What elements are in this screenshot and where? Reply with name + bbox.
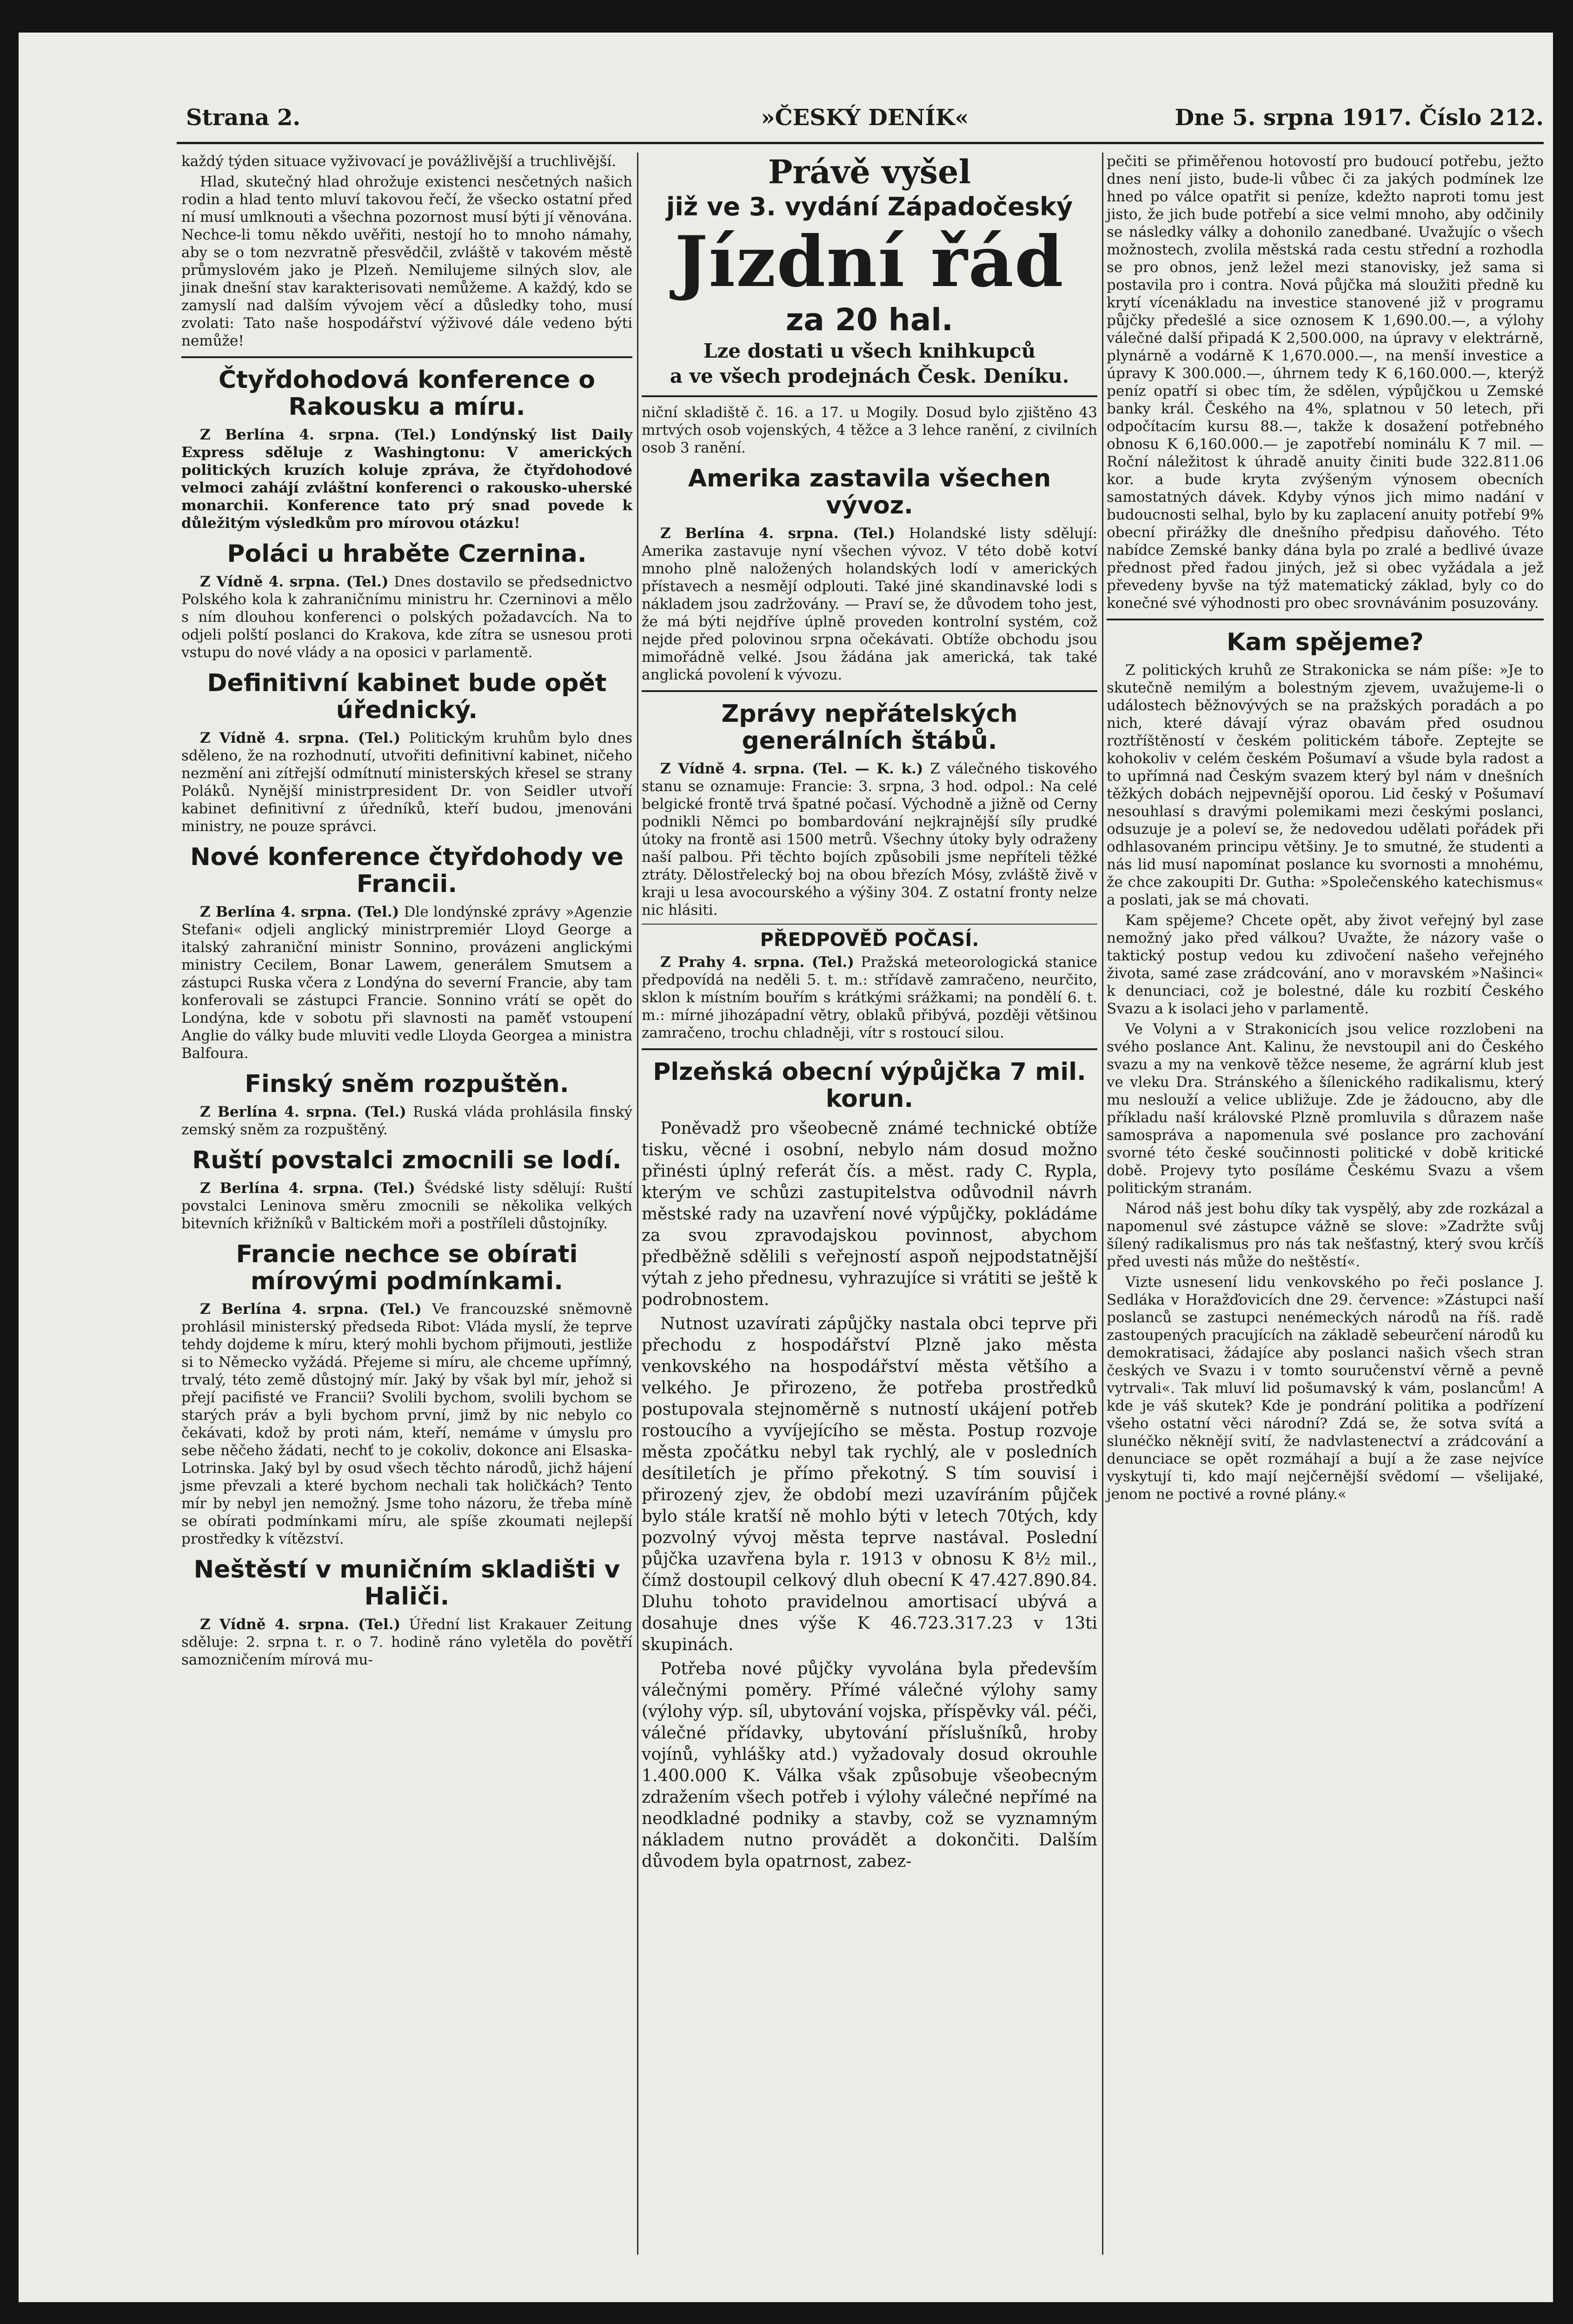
article-text: Vizte usnesení lidu venkovského po řeči poslance J. Sedláka v Horažďovicích dne 29. července: »Zástupci naší poslanců se zastupci nenémeckých národů na říš. radě zastoupených pracujících na základě sebeurčení národů ku demokratisaci, žádajíce aby poslanci našich všech stran českých ve Svazu i v tomto souručenství věrně a pevně vytrvali«. Tak mluví lid pošumavský k vám, poslancům! A kde je váš skutek? Kde je pondrání politika a podřízení všeho ostatní věci národní? Zdá se, že sotva svítá a slunéčko něknějí svití, že nadvlastenectví a zrádcování a denunciace se opět rozmáhají a bují a že zase nejvíce vyskytují ti, kdo mají nejčernější svědomí — všelijaké, jenom ne poctivé a rovné plány.« [1107, 1274, 1544, 1503]
article-text: Dle londýnské zprávy »Agenzie Stefani« odjeli anglický ministrpremiér Lloyd George a italský zahraniční ministr Sonnino, provázeni anglickými ministry Cecilem, Bonar Lawem, generálem Smutsem a zástupci Ruska včera z Londýna do severní Francie, aby tam konferovali se zástupci Francie. Sonnino vrátí se opět do Londýna, kde v sobotu při slavnosti na paměť vstoupení Anglie do války bude mluviti vedle Lloyda Georgea a ministra Balfoura. [181, 904, 632, 1062]
dateline: Z Vídně 4. srpna. (Tel.) [200, 1616, 401, 1633]
dateline: Z Vídně 4. srpna. (Tel.) [200, 573, 389, 590]
column-rule-1 [637, 153, 638, 2255]
dateline: Z Berlína 4. srpna. (Tel.) [200, 1180, 415, 1197]
article-text: Ve Volyni a v Strakonicích jsou velice rozzlobeni na svého poslance Ant. Kalinu, že nevstoupil ani do Českého svazu a my na venkově těžce neseme, že agrární klub jest ve vleku Dra. Stránského a šílenického radikalismu, který mu neslouží a velice ubližuje. Zde je žádoucno, aby dle příkladu naší královské Plzně promluvila s důrazem naše samospráva a napomenula své poslance pro zachování svorné této české součinnosti politické v době kritické době. Projevy tyto posíláme Českému Svazu a všem politickým stranám. [1107, 1021, 1544, 1197]
divider [642, 1048, 1097, 1050]
dateline: Z Berlína 4. srpna. (Tel.) [660, 525, 896, 542]
article-text: Švédské listy sdělují: Ruští povstalci Leninova směru zmocnili se několika velkých bitevních křižníků v Baltickém moři a postříleli důstojníky. [181, 1180, 632, 1232]
headline-zpravy-stabu: Zprávy nepřátelských generálních štábů. [721, 700, 1018, 755]
header-rule [177, 142, 1544, 144]
article-text: Z válečného tiskového stanu se oznamuje: Francie: 3. srpna, 3 hod. odpol.: Na celé belgické frontě trvá špatné počasí. Východně a jižně od Cerny podnikli Němci po bombardování nejkrajnější síly prudké útoky na frontě asi 1500 metrů. Všechny útoky byly odraženy naší palbou. Při těchto bojích způsobili jsme nepříteli těžké ztráty. Dělostřelecký boj na obou březích Mósy, zvláště živě v kraji u lesa avocourského a výšiny 304. Z ostatní fronty nelze nic hlásiti. [642, 760, 1097, 919]
headline-konference-francie: Nové konference čtyřdohody ve Francii. [190, 843, 624, 898]
headline-kam-spejeme: Kam spějeme? [1227, 628, 1424, 656]
intro-paragraph-1: každý týden situace vyživovací je povážlivější a truchlivější. [181, 153, 617, 170]
continued-text: niční skladiště č. 16. a 17. u Mogily. Dosud bylo zjištěno 43 mrtvých osob vojenských, 4 těžce a 3 lehce ranění, z civilních osob 3 ranění. [642, 404, 1097, 456]
article-text: Ve francouzské sněmovně prohlásil ministerský předseda Ribot: Vláda myslí, že teprve tehdy dojdeme k míru, který mohli bychom přijmouti, jestliže si to Německo vyžádá. Přejeme si míru, ale chceme upřímný, trvalý, této země důstojný mír. Jaký by však byl mír, jehož si přejí pacifisté ve Francii? Svolili bychom, svolili bychom se starých práv a byli bychom první, jimž by nic nebylo co čekávati, kdož by proti nám, kteří, nemáme v úmyslu pro sebe něčeho žádati, nechť to je cokoliv, dokonce ani Elsaska-Lotrinska. Jaký byl by osud všech těchto národů, jichž hájení jsme převzali a které bychom nechali tak holičkách? Tento mír by nebyl jen nemožný. Jsme toho názoru, že třeba míně se obírati podmínkami míru, ale spíše zkoumati nejlepší prostředky k vítězství. [181, 1301, 632, 1547]
headline-kabinet: Definitivní kabinet bude opět úřednický. [207, 669, 607, 724]
headline-francie-mir: Francie nechce se obírati mírovými podmínkami. [236, 1240, 578, 1295]
article-text: Poněvadž pro všeobecně známé technické obtíže tisku, věcné i osobní, nebylo nám dosud možno přinésti úplný referát čís. a měst. rady C. Rypla, kterým ve schůzi zastupitelstva odůvodnil návrh městské rady na uzavření nové výpůjčky, pokládáme za svou zpravodajskou povinnost, abychom předběžně sdělili s veřejností aspoň nejpodstatnější výtah z jeho přednesu, vyhrazujíce si vrátiti se ještě k podrobnostem. [642, 1119, 1097, 1309]
headline-pocasi: PŘEDPOVĚĎ POČASÍ. [760, 929, 979, 951]
column-3 [1107, 153, 1544, 1506]
headline-plzenska-vypujcka: Plzeňská obecní výpůjčka 7 mil. korun. [653, 1058, 1086, 1113]
headline-finsky-snem: Finský sněm rozpuštěn. [245, 1070, 569, 1098]
article-text: Ruská vláda prohlásila finský zemský sněm za rozpuštěný. [181, 1104, 632, 1138]
intro-paragraph-2: Hlad, skutečný hlad ohrožuje existenci nesčetných našich rodin a hlad tento mluví takovou řečí, že všecko ostatní před ní musí umlknouti a všechna pozornost musí býti jí věnována. Nechce-li tomu někdo uvěřiti, nestojí ho to mnoho námahy, aby se o tom nezvratně přesvědčil, zvláště v takovém městě průmyslovém jako je Plzeň. Nemilujeme silných slov, ale jinak dnešní stav karakterisovati nemůžeme. A každý, kdo se zamyslí nad dalším vývojem věcí a důsledky toho, musí zvolati: Tato naše hospodářství výživové dále vedeno býti nemůže! [181, 173, 632, 349]
advertisement-jizdni-rad [642, 153, 1097, 389]
continued-text: pečiti se přiměřenou hotovostí pro budoucí potřebu, ježto dnes není jisto, bude-li vůbec či za jakých podmínek lze hned po válce opatřit si peníze, kdežto naproti tomu jest jisto, že jich bude potřebí a sice velmi mnoho, aby odčinily se následky války a dohonilo zanedbané. Uvažujíc o všech možnostech, zvolila městská rada cestu střední a rozhodla se pro obnos, jenž ležel mezi stanovisky, jež sama si postavila pro i contra. Nová půjčka má sloužiti předně ku krytí vícenákladu na investice stanovené již v programu půjčky předešlé a sice oznosem K 1,690.00.—, a výlohy válečné další připadá K 2,500.000, na úpravy v elektrárně, plynárně a vodárně K 1,670.000.—, na menší investice a úpravy K 300.000.—, úhrnem tedy K 6,160.000.—, kterýž peníz opatří si obec tím, že sdělen, výpůjčkou u Zemské banky král. Českého na 4%, splatnou v 50 letech, při odpočítacím kursu 88.—, takže k dosažení potřebného obnosu K 6,160.000.— je zapotřebí nominálu K 7 mil. — Roční náležitost k úhradě anuity činiti bude 322.811.06 kor. a bude kryta zvýšeným výnosem obecních samostatných dávek. Kdyby výnos jich mimo nadání v budoucnosti selhal, bylo by ku zaplacení anuity potřebí 9% obecní přirážky dle dnešního předpisu daňového. Této nabídce Zemské banky dána byla po zralé a bedlivé úvaze přednost před řadou jiných, jež si obec vyžádala a jež převedeny byvše na týž matematický základ, byly co do konečné své výhodnosti pro obec srovnávánim posuzovány. [1107, 153, 1544, 612]
article-text: Z politických kruhů ze Strakonicka se nám píše: »Je to skutečně nemilým a bolestným zjevem, uvažujeme-li o událostech běžnovývých se na pražských poradách a po nich, které dávají výraz obavám před osudnou roztříštěností v českém politickém táboře. Zeptejte se kohokoliv v celém českém Pošumaví a všude byla radost a to upřímná nad Českým svazem který byl nám v dnešních těžkých dobách nejpevnější oporou. Lid český v Pošumaví nesouhlasí s dravými polemikami mezi českými poslanci, odsuzuje je a poleví se, že nedovedou udělati pořádek při odhlasovaném principu většiny. Je to smutné, že studenti a nás lid musí napomínat poslance ku svornosti a mnohému, že chce zakoupiti Dr. Gutha: »Společenského katechismus« a poslati, jak se má chovati. [1107, 662, 1544, 908]
headline-amerika: Amerika zastavila všechen vývoz. [688, 465, 1051, 519]
headline-nestesti: Neštěstí v muničním skladišti v Haliči. [193, 1556, 620, 1611]
dateline: Z Berlína 4. srpna. (Tel.) [200, 904, 399, 920]
divider [642, 395, 1097, 397]
ad-price: za 20 hal. [786, 302, 953, 338]
divider [1107, 619, 1544, 620]
column-rule-2 [1102, 153, 1103, 2255]
dateline: Z Berlína 4. srpna. (Tel.) [200, 426, 437, 443]
article-text: Holandské listy sdělují: Amerika zastavuje nyní všechen vývoz. V této době kotví mnoho plně naložených holandských lodí v amerických přístavech a nesmějí odplouti. Také jiné skandinavské lodi s nákladem jsou zadržovány. — Praví se, že důvodem toho jest, že má býti nejdříve úplně proveden kontrolní systém, což nejde před polovinou srpna očekávati. Obtíže obchodu jsou mimořádně velké. Jsou žádána jak americká, tak také anglická povolení k vývozu. [642, 525, 1097, 683]
column-1 [181, 153, 632, 1671]
article-text: Národ náš jest bohu díky tak vyspělý, aby zde rozkázal a napomenul své zástupce vážně se slove: »Zadržte svůj šílený radikalismus pro nás tak nešťastný, který svou krčíš před uvesti nás může do neštěstí«. [1107, 1200, 1544, 1270]
headline-rusti-povstalci: Ruští povstalci zmocnili se lodí. [192, 1146, 622, 1174]
ad-line-6: a ve všech prodejnách Česk. Deníku. [670, 365, 1069, 387]
divider [642, 690, 1097, 692]
dateline: Z Berlína 4. srpna. (Tel.) [200, 1104, 406, 1120]
headline-ctyrdohodova: Čtyřdohodová konference o Rakousku a míru. [219, 366, 595, 421]
article-text: Úřední list Krakauer Zeitung sděluje: 2. srpna t. r. o 7. hodině ráno vyletěla do povětří samozničením mírová mu- [181, 1616, 632, 1668]
page-header [186, 105, 1544, 142]
ad-line-1: Právě vyšel [768, 153, 971, 191]
dateline: Z Vídně 4. srpna. (Tel. — K. k.) [660, 760, 923, 777]
article-text: Kam spějeme? Chcete opět, aby život veřejný byl zase nemožný jako před válkou? Uvažte, že názory vaše o taktický postup vedou ku zdivočení našeho veřejného života, samé zase zrádcování, ano v moravském »Našinci« k denunciaci, což je bolestné, dále ku rozbití Českého Svazu a k isolaci jeho v parlamentě. [1107, 912, 1544, 1017]
issue-date: Dne 5. srpna 1917. Číslo 212. [1175, 105, 1544, 131]
dateline: Z Vídně 4. srpna. (Tel.) [200, 730, 401, 746]
dateline: Z Berlína 4. srpna. (Tel.) [200, 1301, 422, 1318]
article-text: Dnes dostavilo se předsednictvo Polského kola k zahraničnímu ministru hr. Czerninovi a mělo s ním dlouhou konferenci o polských požadavcích. Na to odjeli polští poslanci do Krakova, kde zítra se usnesou proti vstupu do nové vlády a na oposici v parlamentě. [181, 573, 632, 661]
article-text: Londýnský list Daily Express sděluje z Washingtonu: V amerických politických kruzích koluje zpráva, že čtyřdohodové velmoci zahájí zvláštní konferenci o rakousko-uherské monarchii. Konference tato prý snad povede k důležitým výsledkům pro mírovou otázku! [181, 426, 632, 532]
article-text: Nutnost uzavírati zápůjčky nastala obci teprve při přechodu z hospodářství Plzně jako města venkovského na hospodářství města většího a velkého. Je přirozeno, že potřeba prostředků postupovala stejnoměrně s nutností ukájení potřeb rostoucího a vyvíjejícího se města. Postup rozvoje města zpočátku nebyl tak rychlý, ale v posledních desítiletích je přímo překotný. S tím souvisí i přirozený zjev, že období mezi uzavíráním půjček bylo stále kratší ně mohlo býti v letech 70tých, kdy pozvolný vývoj města teprve nastával. Poslední půjčka uzavřena byla r. 1913 v obnosu K 8½ mil., čímž dostoupil celkový dluh obecní K 47.427.890.84. Dluhu tohoto pravidelnou amortisací ubývá a dosahuje dnes výše K 46.723.317.23 v 13ti skupinách. [642, 1314, 1097, 1654]
article-text: Pražská meteorologická stanice předpovídá na neděli 5. t. m.: střídavě zamračeno, neurčito, sklon k místním bouřím s krátkými srážkami; na pondělí 6. t. m.: mírné jihozápadní větry, oblaků přibývá, později většinou zamračeno, trochu chladněji, vítr s rostoucí silou. [642, 954, 1098, 1041]
ad-line-2: již ve 3. vydání Západočeský [666, 192, 1073, 221]
column-2 [642, 153, 1097, 1875]
masthead-title: »ČESKÝ DENÍK« [761, 105, 969, 131]
ad-title: Jízdní řád [675, 221, 1064, 303]
page-number: Strana 2. [186, 105, 301, 131]
newspaper-page [19, 33, 1553, 2302]
ad-line-5: Lze dostati u všech knihkupců [703, 340, 1036, 362]
divider [181, 356, 632, 358]
headline-polaci: Poláci u hraběte Czernina. [227, 540, 587, 568]
dateline: Z Prahy 4. srpna. (Tel.) [660, 954, 854, 971]
article-text: Potřeba nové půjčky vyvolána byla především válečnými poměry. Přímé válečné výlohy samy (výlohy výp. síl, ubytování vojska, příspěvky vál. péči, válečné přídavky, ubytování příslušníků, hroby vojínů, vyhlášky atd.) vyžadovaly dosud okrouhle 1.400.000 K. Válka však způsobuje všeobecným zdražením všech potřeb i výlohy válečné nepřímé na neodkladné podniky a stavby, což se vyznamným nákladem nutno provádět a dokončiti. Dalším důvodem byla opatrnost, zabez- [642, 1659, 1097, 1871]
divider [642, 924, 1097, 925]
article-text: Politickým kruhům bylo dnes sděleno, že na rozhodnutí, utvořiti definitivní kabinet, ničeho nezmění ani zítřejší odmítnutí ministerských křesel se strany Poláků. Nynější ministrpresident Dr. von Seidler utvoří kabinet definitivní z úředníků, kteří budou, jmenováni ministry, ne pouze správci. [181, 730, 632, 835]
